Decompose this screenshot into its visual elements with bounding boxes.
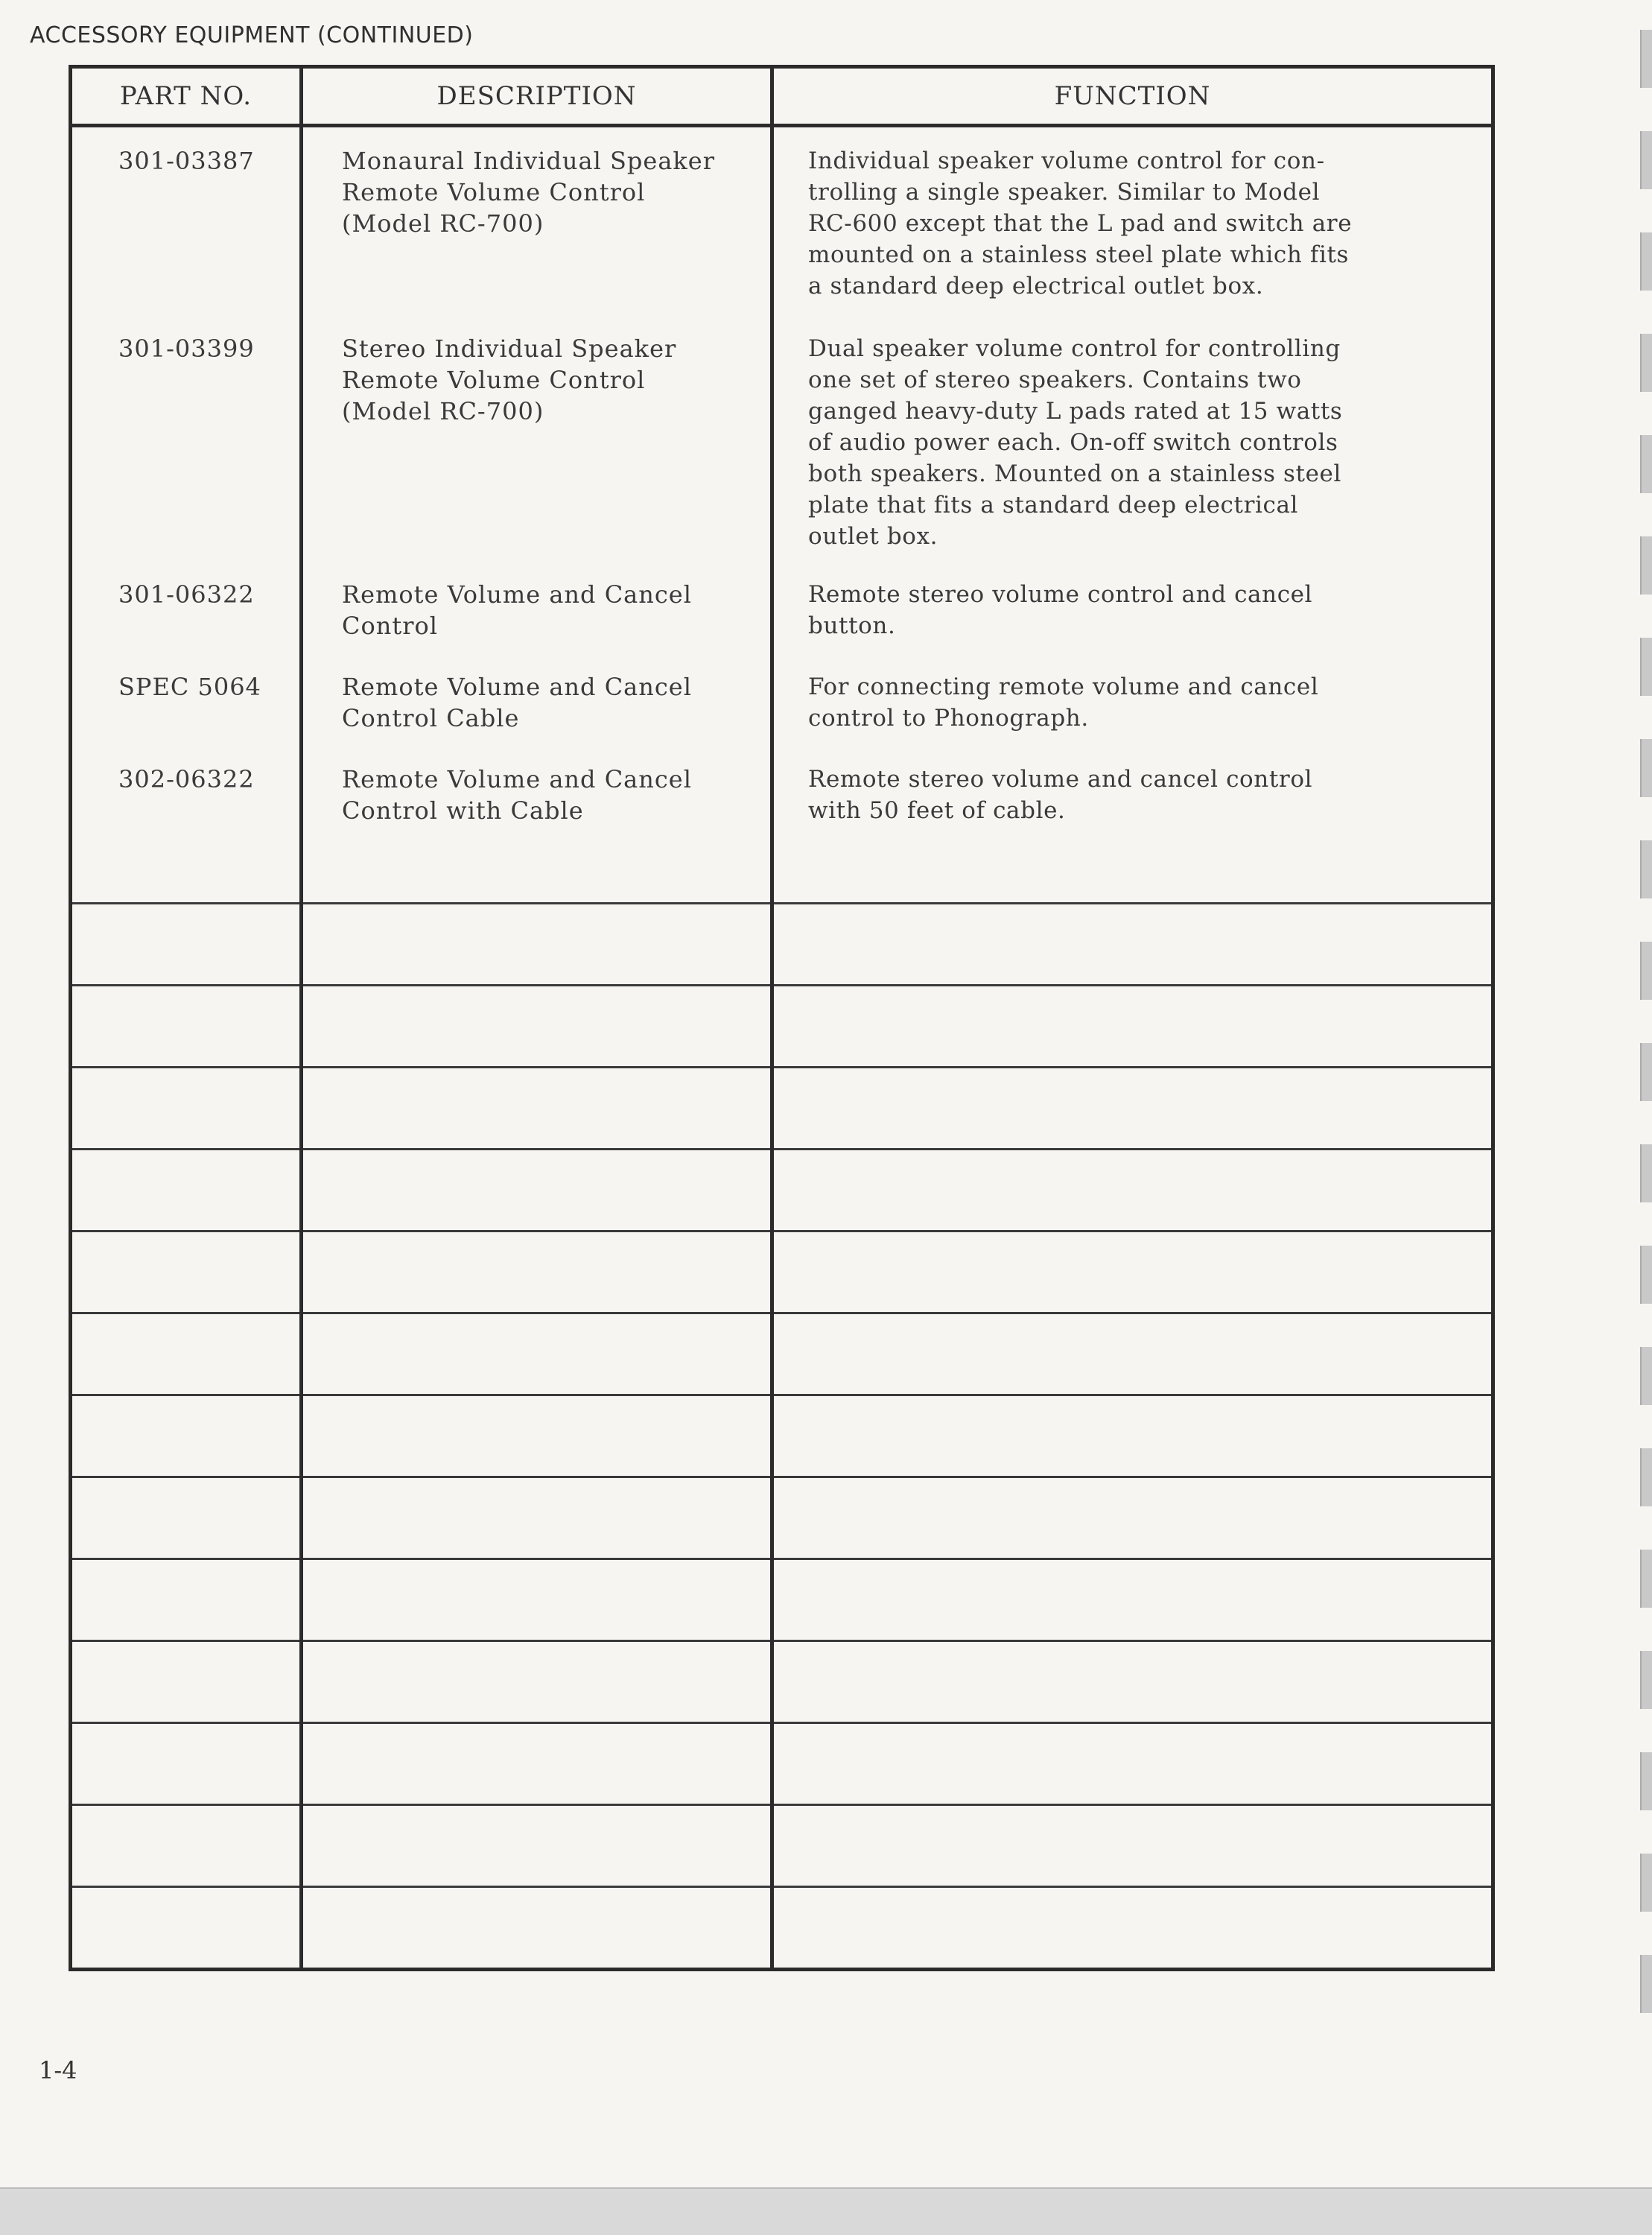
description-line: Stereo Individual Speaker	[342, 335, 677, 363]
blank-cell	[302, 1559, 772, 1641]
blank-cell	[772, 1477, 1493, 1559]
scan-edge	[0, 2187, 1652, 2235]
index-tab	[1640, 638, 1652, 696]
index-tab	[1640, 536, 1652, 595]
description-line: Remote Volume Control	[342, 178, 646, 206]
blank-cell	[772, 1068, 1493, 1150]
column-header-part-no: PART NO.	[71, 67, 302, 126]
blank-row	[71, 1641, 1493, 1723]
index-tab	[1640, 840, 1652, 898]
index-tab	[1640, 232, 1652, 291]
blank-cell	[302, 1887, 772, 1970]
function-line: one set of stereo speakers. Contains two	[808, 367, 1302, 393]
description	[303, 764, 770, 875]
description-line: Control Cable	[342, 704, 520, 732]
blank-cell	[71, 1150, 302, 1231]
page-header: ACCESSORY EQUIPMENT (CONTINUED)	[30, 22, 474, 48]
description-column	[302, 126, 772, 904]
blank-row	[71, 1231, 1493, 1313]
blank-row	[71, 1150, 1493, 1231]
description-line: Remote Volume and Cancel	[342, 580, 692, 609]
blank-cell	[71, 986, 302, 1068]
blank-cell	[302, 1641, 772, 1723]
column-header-description: DESCRIPTION	[302, 67, 772, 126]
blank-cell	[772, 904, 1493, 986]
blank-cell	[302, 986, 772, 1068]
blank-cell	[71, 1805, 302, 1887]
blank-row	[71, 1068, 1493, 1150]
description	[303, 145, 770, 333]
index-tab	[1640, 1043, 1652, 1101]
function-line: of audio power each. On-off switch controls	[808, 429, 1338, 456]
description-line: Control with Cable	[342, 796, 584, 825]
index-tab	[1640, 1752, 1652, 1810]
description-line: Remote Volume and Cancel	[342, 765, 692, 793]
description	[303, 671, 770, 764]
blank-row	[71, 1887, 1493, 1970]
blank-cell	[772, 1395, 1493, 1477]
blank-cell	[772, 1559, 1493, 1641]
description-line: (Model RC-700)	[342, 397, 544, 425]
function-line: RC-600 except that the L pad and switch are	[808, 210, 1353, 237]
part-number: 302-06322	[118, 765, 255, 793]
page-number: 1-4	[39, 2056, 77, 2085]
part-number: 301-03399	[118, 335, 255, 363]
function-line: both speakers. Mounted on a stainless steel	[808, 460, 1342, 487]
blank-row	[71, 1477, 1493, 1559]
accessory-table	[69, 65, 1495, 1971]
index-tab	[1640, 1955, 1652, 2013]
blank-row	[71, 986, 1493, 1068]
part-number: SPEC 5064	[118, 673, 261, 701]
function	[774, 579, 1491, 671]
blank-row	[71, 904, 1493, 986]
blank-cell	[302, 1477, 772, 1559]
function	[774, 145, 1491, 333]
index-tab	[1640, 1347, 1652, 1405]
index-tab	[1640, 1854, 1652, 1912]
index-tab	[1640, 30, 1652, 88]
function-line: button.	[808, 612, 896, 639]
column-header-function: FUNCTION	[772, 67, 1493, 126]
function-line: with 50 feet of cable.	[808, 797, 1066, 824]
blank-cell	[302, 1805, 772, 1887]
index-tab	[1640, 334, 1652, 392]
part-number: 301-03387	[118, 147, 255, 175]
description-line: Remote Volume and Cancel	[342, 673, 692, 701]
function-line: ganged heavy-duty L pads rated at 15 watts	[808, 398, 1343, 425]
blank-cell	[71, 904, 302, 986]
description	[303, 579, 770, 671]
part-no-column	[71, 126, 302, 904]
description-line: Control	[342, 612, 439, 640]
blank-cell	[302, 1068, 772, 1150]
blank-cell	[71, 1559, 302, 1641]
blank-cell	[71, 1231, 302, 1313]
index-tab	[1640, 1246, 1652, 1304]
part-number: 301-06322	[118, 580, 255, 609]
blank-cell	[772, 1641, 1493, 1723]
blank-cell	[302, 1150, 772, 1231]
function	[774, 764, 1491, 875]
function-line: control to Phonograph.	[808, 705, 1089, 732]
blank-cell	[302, 1723, 772, 1805]
index-tab	[1640, 1144, 1652, 1202]
function-line: mounted on a stainless steel plate which fits	[808, 241, 1350, 268]
blank-cell	[772, 1313, 1493, 1395]
index-tab	[1640, 942, 1652, 1000]
blank-cell	[71, 1068, 302, 1150]
function	[774, 671, 1491, 764]
function-line: For connecting remote volume and cancel	[808, 673, 1319, 700]
entries-block	[71, 126, 1493, 904]
index-tab	[1640, 131, 1652, 189]
blank-cell	[772, 1150, 1493, 1231]
blank-cell	[772, 1805, 1493, 1887]
blank-cell	[302, 1395, 772, 1477]
index-tab	[1640, 435, 1652, 493]
function-column	[772, 126, 1493, 904]
blank-row	[71, 1723, 1493, 1805]
function-line: Remote stereo volume and cancel control	[808, 766, 1313, 793]
blank-cell	[772, 1887, 1493, 1970]
index-tab	[1640, 739, 1652, 797]
index-tabs	[1634, 30, 1652, 2071]
function-line: Individual speaker volume control for con-	[808, 148, 1325, 174]
index-tab	[1640, 1651, 1652, 1709]
function-line: plate that fits a standard deep electrical	[808, 492, 1299, 519]
blank-cell	[71, 1723, 302, 1805]
index-tab	[1640, 1550, 1652, 1608]
blank-cell	[71, 1477, 302, 1559]
blank-cell	[772, 1231, 1493, 1313]
description-line: Remote Volume Control	[342, 366, 646, 394]
function-line: Dual speaker volume control for controlling	[808, 335, 1341, 362]
blank-row	[71, 1559, 1493, 1641]
function-line: outlet box.	[808, 523, 938, 550]
blank-row	[71, 1313, 1493, 1395]
description-line: Monaural Individual Speaker	[342, 147, 716, 175]
description-line: (Model RC-700)	[342, 209, 544, 238]
blank-cell	[302, 1313, 772, 1395]
blank-cell	[71, 1641, 302, 1723]
function	[774, 333, 1491, 579]
table-header-row	[71, 67, 1493, 126]
blank-cell	[302, 904, 772, 986]
blank-cell	[71, 1395, 302, 1477]
blank-cell	[772, 986, 1493, 1068]
blank-row	[71, 1395, 1493, 1477]
description	[303, 333, 770, 579]
blank-cell	[302, 1231, 772, 1313]
function-line: trolling a single speaker. Similar to Model	[808, 179, 1321, 206]
index-tab	[1640, 1448, 1652, 1506]
function-line: a standard deep electrical outlet box.	[808, 273, 1264, 299]
blank-row	[71, 1805, 1493, 1887]
function-line: Remote stereo volume control and cancel	[808, 581, 1313, 608]
blank-cell	[71, 1887, 302, 1970]
blank-cell	[772, 1723, 1493, 1805]
blank-cell	[71, 1313, 302, 1395]
